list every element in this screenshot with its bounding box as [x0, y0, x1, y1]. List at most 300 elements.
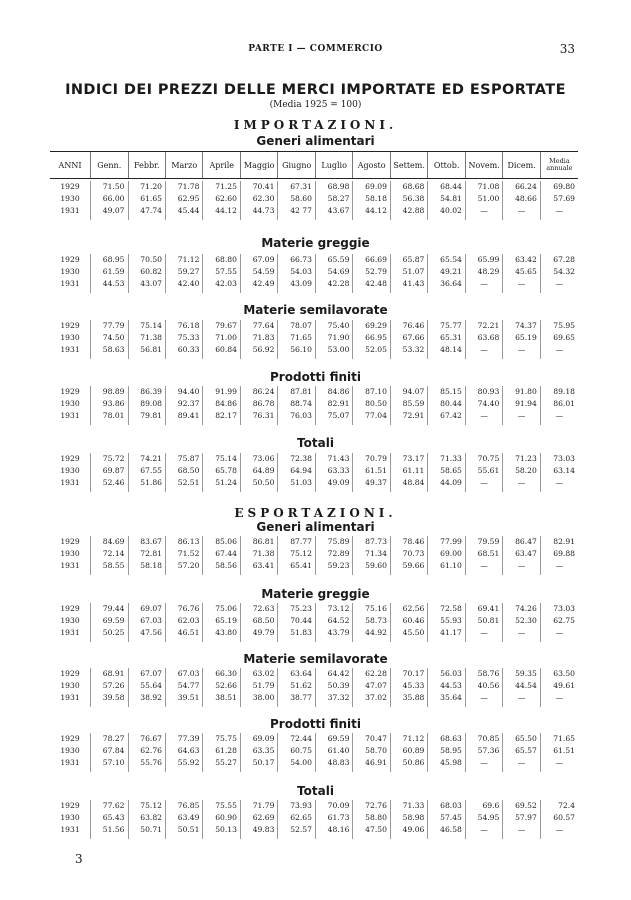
group-heading: Materie semilavorate — [243, 652, 388, 666]
table-cell: — — [503, 410, 540, 425]
table-cell: 76.76 — [166, 603, 203, 615]
table-cell: 75.75 — [203, 733, 240, 745]
table-cell: 53.32 — [390, 344, 427, 359]
table-cell: 71.25 — [203, 181, 240, 193]
table-cell: 71.20 — [128, 181, 165, 193]
table-cell: 78.07 — [278, 320, 315, 332]
table-cell: 50.81 — [465, 615, 502, 627]
table-cell: 62.30 — [240, 193, 277, 205]
group-heading: Materie greggie — [261, 236, 370, 250]
table-cell: 71.83 — [240, 332, 277, 344]
table-cell: 60.75 — [278, 745, 315, 757]
table-cell: 71.43 — [315, 453, 352, 465]
table-cell: 58.80 — [353, 812, 390, 824]
table-cell: 84.86 — [203, 398, 240, 410]
table-cell: 64.89 — [240, 465, 277, 477]
table-cell: 77.79 — [91, 320, 128, 332]
year-cell: 1929 — [60, 182, 80, 191]
table-cell: 48.84 — [390, 477, 427, 492]
table-row — [50, 548, 578, 560]
table-cell: 71.50 — [91, 181, 128, 193]
table-cell: 44.73 — [240, 205, 277, 220]
group-heading: Prodotti finiti — [270, 717, 361, 731]
table-cell: 75.23 — [278, 603, 315, 615]
column-header-row — [50, 151, 578, 179]
table-cell: 51.83 — [278, 627, 315, 642]
table-cell: — — [465, 627, 502, 642]
table-cell: 86.78 — [240, 398, 277, 410]
table-cell: — — [540, 757, 578, 772]
table-cell: 63.41 — [240, 560, 277, 575]
table-cell: 85.59 — [390, 398, 427, 410]
table-cell: 65.78 — [203, 465, 240, 477]
table-cell: 57.26 — [91, 680, 128, 692]
table-cell: 65.99 — [465, 254, 502, 266]
table-cell: 42.40 — [166, 278, 203, 293]
table-cell: 64.94 — [278, 465, 315, 477]
table-cell: 89.41 — [166, 410, 203, 425]
table-cell: 59.27 — [166, 266, 203, 278]
table-cell: 54.95 — [465, 812, 502, 824]
table-cell: 58.95 — [428, 745, 465, 757]
table-cell: 63.47 — [503, 548, 540, 560]
table-cell: — — [503, 692, 540, 707]
table-cell: 92.37 — [166, 398, 203, 410]
table-cell: 67.44 — [203, 548, 240, 560]
table-cell: 87.73 — [353, 536, 390, 548]
table-cell: 56.92 — [240, 344, 277, 359]
table-cell: 41.43 — [390, 278, 427, 293]
table-row — [50, 386, 578, 398]
table-cell: 52.51 — [166, 477, 203, 492]
table-cell: 37.32 — [315, 692, 352, 707]
table-cell: 43.79 — [315, 627, 352, 642]
table-cell: 38.77 — [278, 692, 315, 707]
table-cell: 89.18 — [540, 386, 578, 398]
table-cell: 71.38 — [240, 548, 277, 560]
table-cell: 88.74 — [278, 398, 315, 410]
table-cell: 67.09 — [240, 254, 277, 266]
table-cell: 44.92 — [353, 627, 390, 642]
table-cell: 69.00 — [428, 548, 465, 560]
year-cell: 1930 — [60, 466, 80, 475]
table-cell: 57.55 — [203, 266, 240, 278]
group-heading: Totali — [297, 436, 334, 450]
table-cell: — — [540, 205, 578, 220]
table-cell: 69.52 — [503, 800, 540, 812]
table-cell: 69.65 — [540, 332, 578, 344]
table-cell: 70.41 — [240, 181, 277, 193]
index-table — [50, 453, 578, 492]
table-cell: 86.39 — [128, 386, 165, 398]
table-row — [50, 332, 578, 344]
year-cell: 1931 — [60, 345, 80, 354]
table-cell: 60.90 — [203, 812, 240, 824]
table-cell: 71.65 — [540, 733, 578, 745]
table-cell: 51.03 — [278, 477, 315, 492]
table-cell: 47.74 — [128, 205, 165, 220]
table-cell: 63.49 — [166, 812, 203, 824]
table-cell: 57.97 — [503, 812, 540, 824]
table-cell: 55.92 — [166, 757, 203, 772]
table-cell: 49.83 — [240, 824, 277, 839]
table-cell: 72.91 — [390, 410, 427, 425]
table-cell: 75.87 — [166, 453, 203, 465]
table-cell: 85.06 — [203, 536, 240, 548]
table-cell: 44.12 — [203, 205, 240, 220]
table-cell: 74.50 — [91, 332, 128, 344]
table-cell: 42.03 — [203, 278, 240, 293]
table-cell: 63.68 — [465, 332, 502, 344]
table-cell: 42.28 — [315, 278, 352, 293]
table-row — [50, 254, 578, 266]
table-cell: 68.80 — [203, 254, 240, 266]
table-cell: — — [465, 410, 502, 425]
table-cell: 63.33 — [315, 465, 352, 477]
column-header: ANNI — [50, 152, 91, 179]
table-cell: 67.55 — [128, 465, 165, 477]
table-cell: — — [503, 627, 540, 642]
year-cell: 1930 — [60, 333, 80, 342]
table-cell: 71.33 — [428, 453, 465, 465]
table-cell: 49.07 — [91, 205, 128, 220]
table-cell: 71.12 — [390, 733, 427, 745]
table-cell: 52.05 — [353, 344, 390, 359]
table-cell: 44.09 — [428, 477, 465, 492]
table-cell: 75.16 — [353, 603, 390, 615]
table-cell: 71.90 — [315, 332, 352, 344]
table-row — [50, 627, 578, 642]
table-cell: 74.40 — [465, 398, 502, 410]
table-cell: 68.95 — [91, 254, 128, 266]
table-cell: 49.79 — [240, 627, 277, 642]
table-cell: 85.15 — [428, 386, 465, 398]
year-cell: 1931 — [60, 758, 80, 767]
table-cell: 61.59 — [91, 266, 128, 278]
table-cell: 71.12 — [166, 254, 203, 266]
table-cell: 62.76 — [128, 745, 165, 757]
table-row — [50, 680, 578, 692]
index-table — [50, 254, 578, 293]
table-cell: 61.73 — [315, 812, 352, 824]
index-table — [50, 181, 578, 220]
table-cell: 72.14 — [91, 548, 128, 560]
table-cell: 73.12 — [315, 603, 352, 615]
table-cell: 46.58 — [428, 824, 465, 839]
table-cell: — — [465, 205, 502, 220]
table-cell: 83.67 — [128, 536, 165, 548]
table-cell: 71.00 — [203, 332, 240, 344]
table-cell: 68.98 — [315, 181, 352, 193]
table-cell: 86.47 — [503, 536, 540, 548]
table-cell: 74.37 — [503, 320, 540, 332]
index-table — [50, 800, 578, 839]
table-cell: 70.73 — [390, 548, 427, 560]
table-row — [50, 453, 578, 465]
table-cell: 47.07 — [353, 680, 390, 692]
table-cell: 38.00 — [240, 692, 277, 707]
table-row — [50, 800, 578, 812]
table-cell: 72.38 — [278, 453, 315, 465]
table-cell: 76.03 — [278, 410, 315, 425]
table-cell: 59.23 — [315, 560, 352, 575]
table-cell: 73.06 — [240, 453, 277, 465]
table-cell: 87.81 — [278, 386, 315, 398]
table-cell: 57.10 — [91, 757, 128, 772]
year-cell: 1930 — [60, 746, 80, 755]
table-cell: 65.19 — [503, 332, 540, 344]
table-cell: — — [540, 410, 578, 425]
column-header: Luglio — [315, 152, 352, 179]
year-cell: 1931 — [60, 206, 80, 215]
table-cell: 80.50 — [353, 398, 390, 410]
table-cell: — — [540, 627, 578, 642]
running-header — [0, 44, 631, 58]
table-cell: — — [465, 824, 502, 839]
table-cell: 58.98 — [390, 812, 427, 824]
table-cell: 79.59 — [465, 536, 502, 548]
table-cell: 58.20 — [503, 465, 540, 477]
table-cell: 69.59 — [91, 615, 128, 627]
table-cell: 82.91 — [315, 398, 352, 410]
page-subtitle: (Media 1925 = 100) — [269, 100, 362, 110]
table-cell: 63.14 — [540, 465, 578, 477]
table-cell: 42.49 — [240, 278, 277, 293]
table-cell: 69.09 — [353, 181, 390, 193]
table-cell: 54.81 — [428, 193, 465, 205]
column-header: Genn. — [91, 152, 128, 179]
table-cell: 77.62 — [91, 800, 128, 812]
table-cell: 45.33 — [390, 680, 427, 692]
column-header: Dicem. — [503, 152, 540, 179]
table-cell: — — [503, 278, 540, 293]
table-cell: 58.18 — [353, 193, 390, 205]
table-cell: 65.31 — [428, 332, 465, 344]
table-cell: 64.42 — [315, 668, 352, 680]
table-cell: 44.53 — [428, 680, 465, 692]
table-cell: 63.64 — [278, 668, 315, 680]
table-cell: 62.56 — [390, 603, 427, 615]
table-row — [50, 410, 578, 425]
group-heading: Materie semilavorate — [243, 303, 388, 317]
table-cell: — — [465, 278, 502, 293]
table-cell: 43.67 — [315, 205, 352, 220]
table-cell: 75.72 — [91, 453, 128, 465]
table-row — [50, 465, 578, 477]
table-cell: 69.09 — [240, 733, 277, 745]
table-cell: 73.03 — [540, 453, 578, 465]
index-table — [50, 320, 578, 359]
table-cell: 51.62 — [278, 680, 315, 692]
table-cell: 75.07 — [315, 410, 352, 425]
table-cell: — — [503, 205, 540, 220]
index-table — [50, 668, 578, 707]
table-cell: 79.44 — [91, 603, 128, 615]
table-cell: 58.63 — [91, 344, 128, 359]
table-cell: 57.45 — [428, 812, 465, 824]
table-cell: 94.40 — [166, 386, 203, 398]
table-cell: 54.32 — [540, 266, 578, 278]
table-cell: 71.52 — [166, 548, 203, 560]
table-cell: 43.09 — [278, 278, 315, 293]
table-cell: 44.54 — [503, 680, 540, 692]
table-row — [50, 278, 578, 293]
year-cell: 1931 — [60, 478, 80, 487]
table-row — [50, 193, 578, 205]
table-cell: 50.39 — [315, 680, 352, 692]
table-cell: 61.65 — [128, 193, 165, 205]
column-header: Novem. — [465, 152, 502, 179]
year-cell: 1931 — [60, 825, 80, 834]
table-cell: 39.58 — [91, 692, 128, 707]
column-header: Giugno — [278, 152, 315, 179]
table-cell: 87.10 — [353, 386, 390, 398]
table-cell: 75.95 — [540, 320, 578, 332]
table-cell: 60.33 — [166, 344, 203, 359]
table-cell: 71.33 — [390, 800, 427, 812]
year-cell: 1931 — [60, 279, 80, 288]
table-cell: 51.56 — [91, 824, 128, 839]
table-cell: 48.83 — [315, 757, 352, 772]
table-cell: 91.94 — [503, 398, 540, 410]
table-cell: 70.85 — [465, 733, 502, 745]
year-cell: 1930 — [60, 616, 80, 625]
section-heading-esportazioni: ESPORTAZIONI. — [234, 506, 397, 520]
table-cell: 57.69 — [540, 193, 578, 205]
page-number: 33 — [559, 42, 575, 56]
table-cell: 67.07 — [128, 668, 165, 680]
section-heading-importazioni: IMPORTAZIONI. — [233, 118, 398, 132]
table-row — [50, 668, 578, 680]
table-cell: 53.00 — [315, 344, 352, 359]
table-cell: 45.50 — [390, 627, 427, 642]
table-cell: 91.99 — [203, 386, 240, 398]
table-cell: 64.52 — [315, 615, 352, 627]
table-cell: 49.09 — [315, 477, 352, 492]
table-row — [50, 536, 578, 548]
table-cell: 65.87 — [390, 254, 427, 266]
table-cell: 38.51 — [203, 692, 240, 707]
table-cell: 87.77 — [278, 536, 315, 548]
table-cell: 65.41 — [278, 560, 315, 575]
table-cell: 52.30 — [503, 615, 540, 627]
table-cell: 59.35 — [503, 668, 540, 680]
table-cell: 63.42 — [503, 254, 540, 266]
table-cell: 91.80 — [503, 386, 540, 398]
table-cell: 69.29 — [353, 320, 390, 332]
table-cell: 59.66 — [390, 560, 427, 575]
table-cell: — — [540, 692, 578, 707]
table-cell: 41.17 — [428, 627, 465, 642]
table-cell: 71.34 — [353, 548, 390, 560]
table-row — [50, 745, 578, 757]
table-cell: 75.06 — [203, 603, 240, 615]
table-row — [50, 733, 578, 745]
table-cell: 77.64 — [240, 320, 277, 332]
table-cell: 65.43 — [91, 812, 128, 824]
table-cell: 72.21 — [465, 320, 502, 332]
table-cell: 63.82 — [128, 812, 165, 824]
table-cell: 75.12 — [278, 548, 315, 560]
table-cell: — — [465, 757, 502, 772]
table-cell: 72.63 — [240, 603, 277, 615]
year-cell: 1929 — [60, 604, 80, 613]
running-title: PARTE I — COMMERCIO — [248, 44, 383, 54]
group-heading: Prodotti finiti — [270, 370, 361, 384]
table-cell: 62.69 — [240, 812, 277, 824]
table-cell: 77.39 — [166, 733, 203, 745]
table-cell: 48.29 — [465, 266, 502, 278]
table-row — [50, 266, 578, 278]
table-cell: 75.40 — [315, 320, 352, 332]
table-cell: 49.37 — [353, 477, 390, 492]
table-cell: 62.95 — [166, 193, 203, 205]
table-cell: 47.56 — [128, 627, 165, 642]
table-cell: 42 77 — [278, 205, 315, 220]
table-cell: 80.44 — [428, 398, 465, 410]
table-cell: 67.31 — [278, 181, 315, 193]
table-cell: 75.14 — [203, 453, 240, 465]
table-cell: 51.86 — [128, 477, 165, 492]
table-cell: 51.24 — [203, 477, 240, 492]
table-cell: 68.03 — [428, 800, 465, 812]
table-cell: 39.51 — [166, 692, 203, 707]
table-cell: 76.67 — [128, 733, 165, 745]
table-cell: 67.66 — [390, 332, 427, 344]
table-cell: 54.69 — [315, 266, 352, 278]
table-cell: 48.66 — [503, 193, 540, 205]
table-cell: 40.56 — [465, 680, 502, 692]
table-cell: 79.67 — [203, 320, 240, 332]
table-cell: — — [540, 477, 578, 492]
table-row — [50, 757, 578, 772]
table-cell: 84.69 — [91, 536, 128, 548]
table-cell: 54.03 — [278, 266, 315, 278]
page-title: INDICI DEI PREZZI DELLE MERCI IMPORTATE ED ESPORTATE — [65, 82, 566, 98]
table-cell: 75.14 — [128, 320, 165, 332]
table-cell: 62.60 — [203, 193, 240, 205]
table-cell: 72.89 — [315, 548, 352, 560]
table-cell: 69.41 — [465, 603, 502, 615]
table-cell: 94.07 — [390, 386, 427, 398]
table-row — [50, 181, 578, 193]
footer-number: 3 — [75, 852, 83, 866]
table-cell: 66.95 — [353, 332, 390, 344]
table-cell: 62.28 — [353, 668, 390, 680]
table-cell: 55.27 — [203, 757, 240, 772]
table-cell: 69.87 — [91, 465, 128, 477]
table-cell: 57.36 — [465, 745, 502, 757]
table-row — [50, 812, 578, 824]
table-cell: 67.42 — [428, 410, 465, 425]
table-cell: 73.17 — [390, 453, 427, 465]
column-header: Agosto — [353, 152, 390, 179]
table-cell: 44.12 — [353, 205, 390, 220]
table-cell: 76.46 — [390, 320, 427, 332]
year-cell: 1929 — [60, 255, 80, 264]
table-cell: 49.21 — [428, 266, 465, 278]
table-cell: 72.4 — [540, 800, 578, 812]
group-heading: Totali — [297, 784, 334, 798]
index-table — [50, 733, 578, 772]
table-cell: 67.03 — [166, 668, 203, 680]
table-cell: 58.60 — [278, 193, 315, 205]
table-cell: 70.44 — [278, 615, 315, 627]
table-cell: 82.17 — [203, 410, 240, 425]
table-cell: 50.50 — [240, 477, 277, 492]
year-cell: 1929 — [60, 387, 80, 396]
table-cell: 66.24 — [503, 181, 540, 193]
